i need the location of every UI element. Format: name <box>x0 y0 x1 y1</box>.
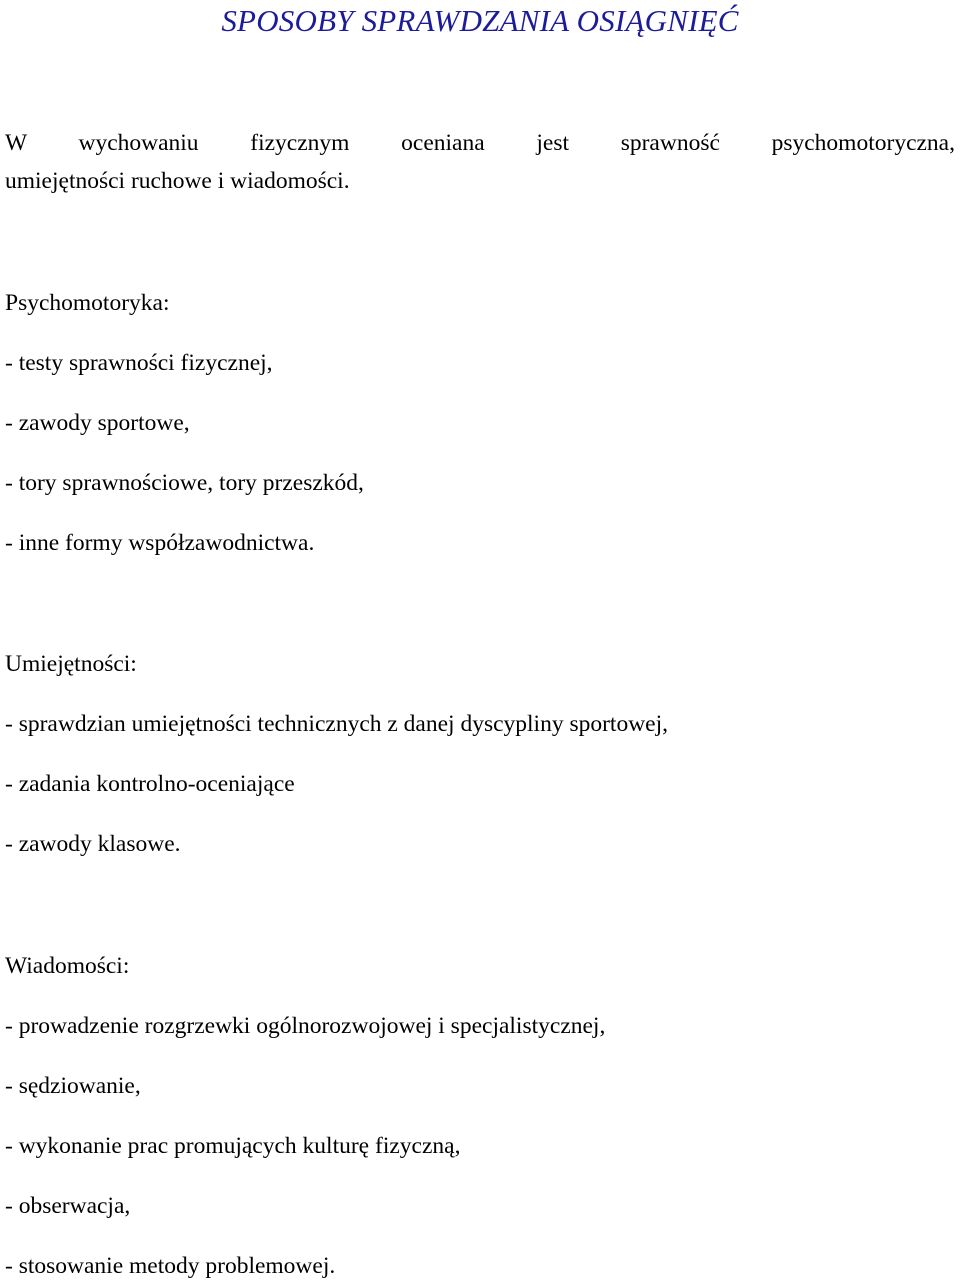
list-item: - tory sprawnościowe, tory przeszkód, <box>5 470 364 496</box>
section-list <box>5 708 955 860</box>
list-item: - wykonanie prac promujących kulturę fizyczną, <box>5 1133 461 1159</box>
list-item: - sprawdzian umiejętności technicznych z danej dyscypliny sportowej, <box>5 711 669 737</box>
list-item: - prowadzenie rozgrzewki ogólnorozwojowej i specjalistycznej, <box>5 1013 606 1039</box>
section-heading: Wiadomości: <box>5 953 130 979</box>
section-psychomotoryka <box>5 287 955 559</box>
intro-line-2: umiejętności ruchowe i wiadomości. <box>5 168 350 194</box>
intro-line-1: W wychowaniu fizycznym oceniana jest sprawność psychomotoryczna, <box>5 130 955 156</box>
section-list <box>5 1010 955 1282</box>
list-item: - obserwacja, <box>5 1193 131 1219</box>
section-heading: Umiejętności: <box>5 651 137 677</box>
list-item: - inne formy współzawodnictwa. <box>5 530 315 556</box>
list-item: - zawody sportowe, <box>5 410 190 436</box>
list-item: - testy sprawności fizycznej, <box>5 350 273 376</box>
list-item: - stosowanie metody problemowej. <box>5 1253 336 1279</box>
section-wiadomosci <box>5 950 955 1282</box>
list-item: - zawody klasowe. <box>5 831 181 857</box>
section-heading: Psychomotoryka: <box>5 290 170 316</box>
page-title: SPOSOBY SPRAWDZANIA OSIĄGNIĘĆ <box>221 3 739 38</box>
intro-paragraph <box>5 124 955 200</box>
section-umiejetnosci <box>5 648 955 860</box>
section-list <box>5 347 955 559</box>
list-item: - sędziowanie, <box>5 1073 141 1099</box>
list-item: - zadania kontrolno-oceniające <box>5 771 295 797</box>
